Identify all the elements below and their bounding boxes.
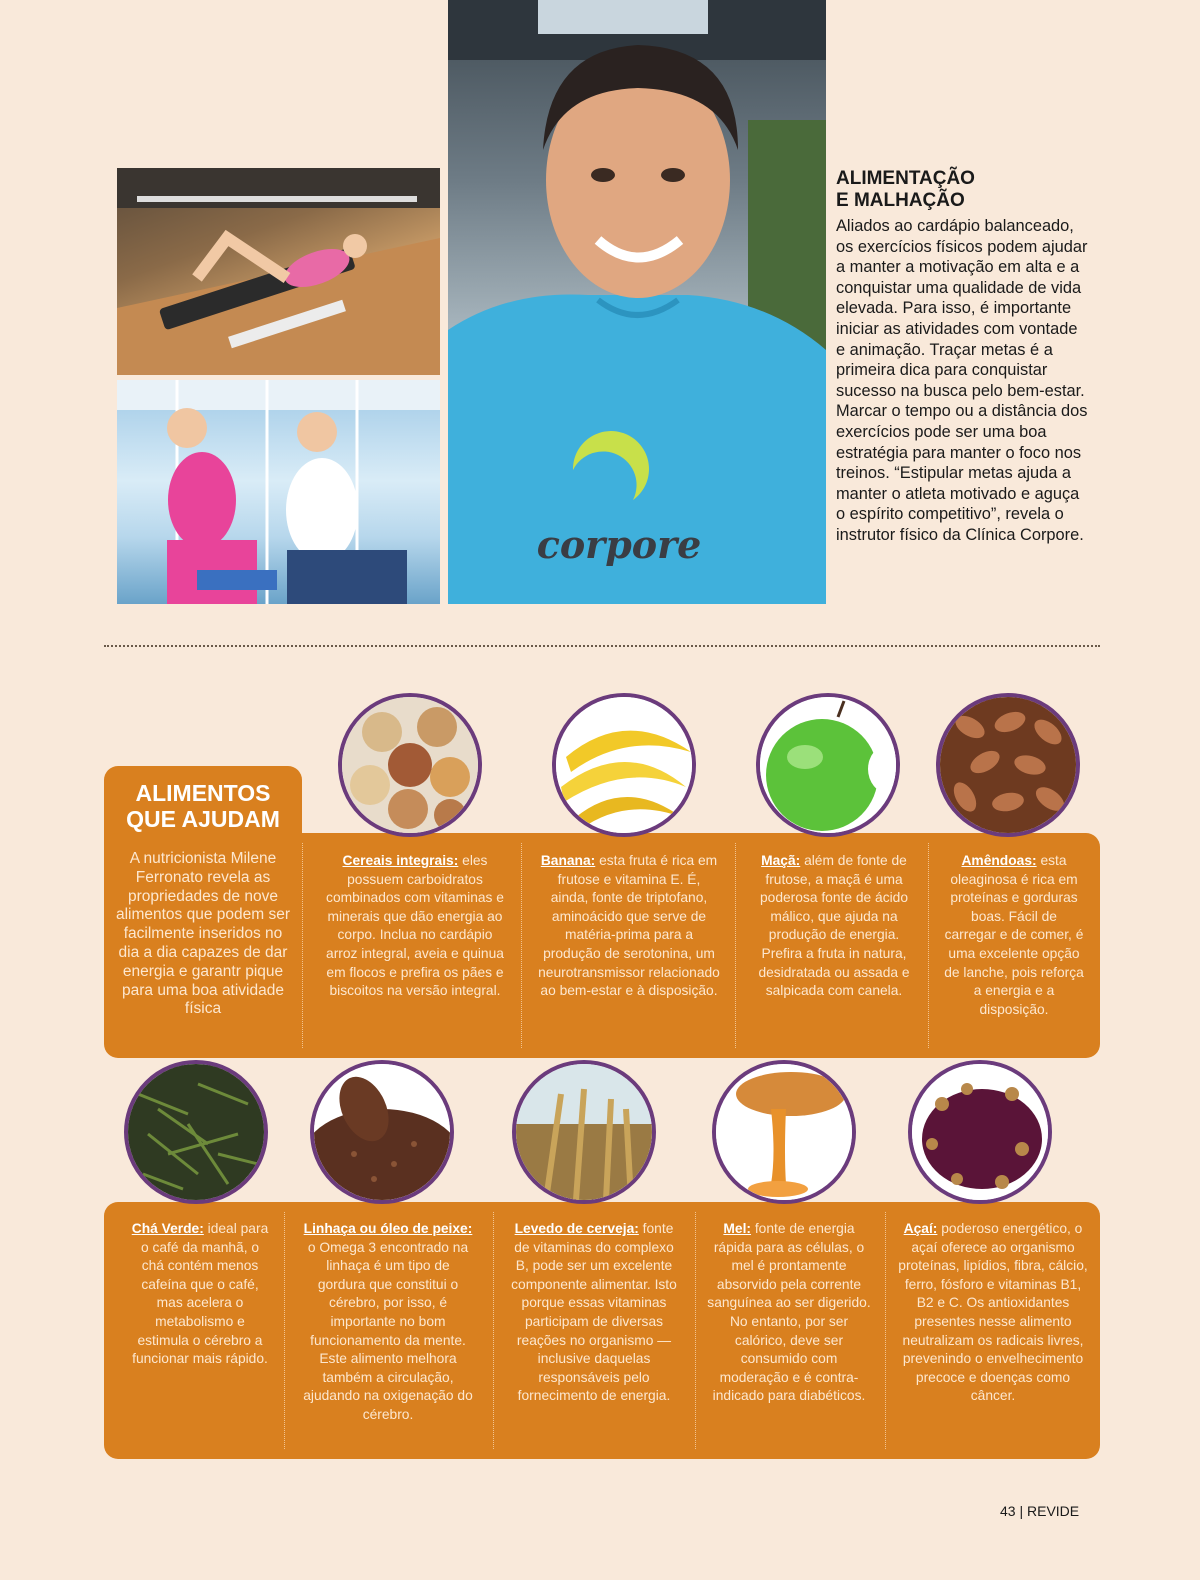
column-separator	[928, 843, 929, 1048]
shirt-brand-text: corpore	[536, 522, 702, 567]
apple-image	[756, 693, 900, 837]
article-body: Aliados ao cardápio balanceado, os exercícios físicos podem ajudar a manter a motivação em alta e a conquistar uma qualidade de vida elevada. Para isso, é importante iniciar as atividades com vontade e animação. Traçar metas é a primeira dica para conquistar sucesso na busca pelo bem-estar. Marcar o tempo ou a distância dos exercícios pode ser uma boa estratégia para manter o foco nos treinos. “Estipular metas ajuda a manter o atleta motivado e aguça o espírito competitivo”, revela o instrutor físico da Clínica Corpore.	[836, 217, 1088, 544]
wheat-image	[512, 1060, 656, 1204]
green-tea-image	[124, 1060, 268, 1204]
page-number: 43	[1000, 1503, 1016, 1519]
food-linhaca: Linhaça ou óleo de peixe: o Omega 3 encontrado na linhaça é um tipo de gordura que constitui o cérebro, por isso, é importante no bom funcionamento da mente. Este alimento melhora também a circulação, ajudando na oxigenação do cérebro.	[303, 1221, 473, 1422]
box-title: ALIMENTOS QUE AJUDAM	[126, 780, 280, 832]
column-separator	[695, 1212, 696, 1449]
box-intro: A nutricionista Milene Ferronato revela as propriedades de nove alimentos que podem ser facilmente inseridos no dia a dia capazes de dar energia e garantr pique para uma boa atividade física	[115, 850, 291, 1018]
food-acai: Açaí: poderoso energético, o açaí oferece ao organismo proteínas, lipídios, fibra, cálcio, ferro, fósforo e vitaminas B1, B2 e C. Os antioxidantes presentes nesse alimento neutralizam os radicais livres, prevenindo o envelhecimento precoce e doenças como câncer.	[898, 1221, 1088, 1404]
acai-image	[908, 1060, 1052, 1204]
food-banana: Banana: esta fruta é rica em frutose e vitamina E. É, ainda, fonte de triptofano, aminoácido que serve de matéria-prima para a produção de serotonina, um neurotransmissor relacionado ao bem-estar e à disposição.	[538, 853, 720, 999]
column-separator	[885, 1212, 886, 1449]
food-mel: Mel: fonte de energia rápida para as células, o mel é prontamente absorvido pela corrente sanguínea ao ser digerido. No entanto, por ser calórico, deve ser consumido com moderação e é contra-indicado para diabéticos.	[707, 1221, 871, 1404]
column-separator	[284, 1212, 285, 1449]
flaxseed-image	[310, 1060, 454, 1204]
page-footer	[1000, 1503, 1079, 1519]
food-cha-verde: Chá Verde: ideal para o café da manhã, o chá contém menos cafeína que o café, mas acelera o metabolismo e estimula o cérebro a funcionar mais rápido.	[131, 1221, 269, 1367]
column-separator	[735, 843, 736, 1048]
column-separator	[521, 843, 522, 1048]
food-cereais: Cereais integrais: eles possuem carboidratos combinados com vitaminas e minerais que dão energia ao corpo. Inclua no cardápio arroz integral, aveia e quinua em flocos e prefira os pães e biscoitos na versão integral.	[326, 853, 504, 999]
column-separator	[302, 843, 303, 1048]
almonds-image	[936, 693, 1080, 837]
food-maca: Maçã: além de fonte de frutose, a maçã é uma poderosa fonte de ácido málico, que ajuda na produção de energia. Prefira a fruta in natura, desidratada ou assada e salpicada com canela.	[758, 853, 910, 999]
food-levedo: Levedo de cerveja: fonte de vitaminas do complexo B, pode ser um excelente componente alimentar. Isto porque essas vitaminas participam de diversas reações no organismo — inclusive daquelas responsáveis pelo fornecimento de energia.	[511, 1221, 677, 1404]
dotted-divider	[104, 645, 1100, 647]
pilates-photo	[117, 168, 440, 375]
instructor-photo	[448, 0, 826, 604]
magazine-name: REVIDE	[1027, 1503, 1080, 1519]
footer-separator: |	[1019, 1503, 1027, 1519]
cereals-image	[338, 693, 482, 837]
abs-exercise-photo	[117, 380, 440, 604]
article-title: ALIMENTAÇÃO E MALHAÇÃO	[836, 168, 975, 211]
column-separator	[493, 1212, 494, 1449]
food-amendoas: Amêndoas: esta oleaginosa é rica em proteínas e gorduras boas. Fácil de carregar e de comer, é uma excelente opção de lanche, pois reforça a energia e a disposição.	[944, 853, 1084, 1017]
banana-image	[552, 693, 696, 837]
honey-image	[712, 1060, 856, 1204]
